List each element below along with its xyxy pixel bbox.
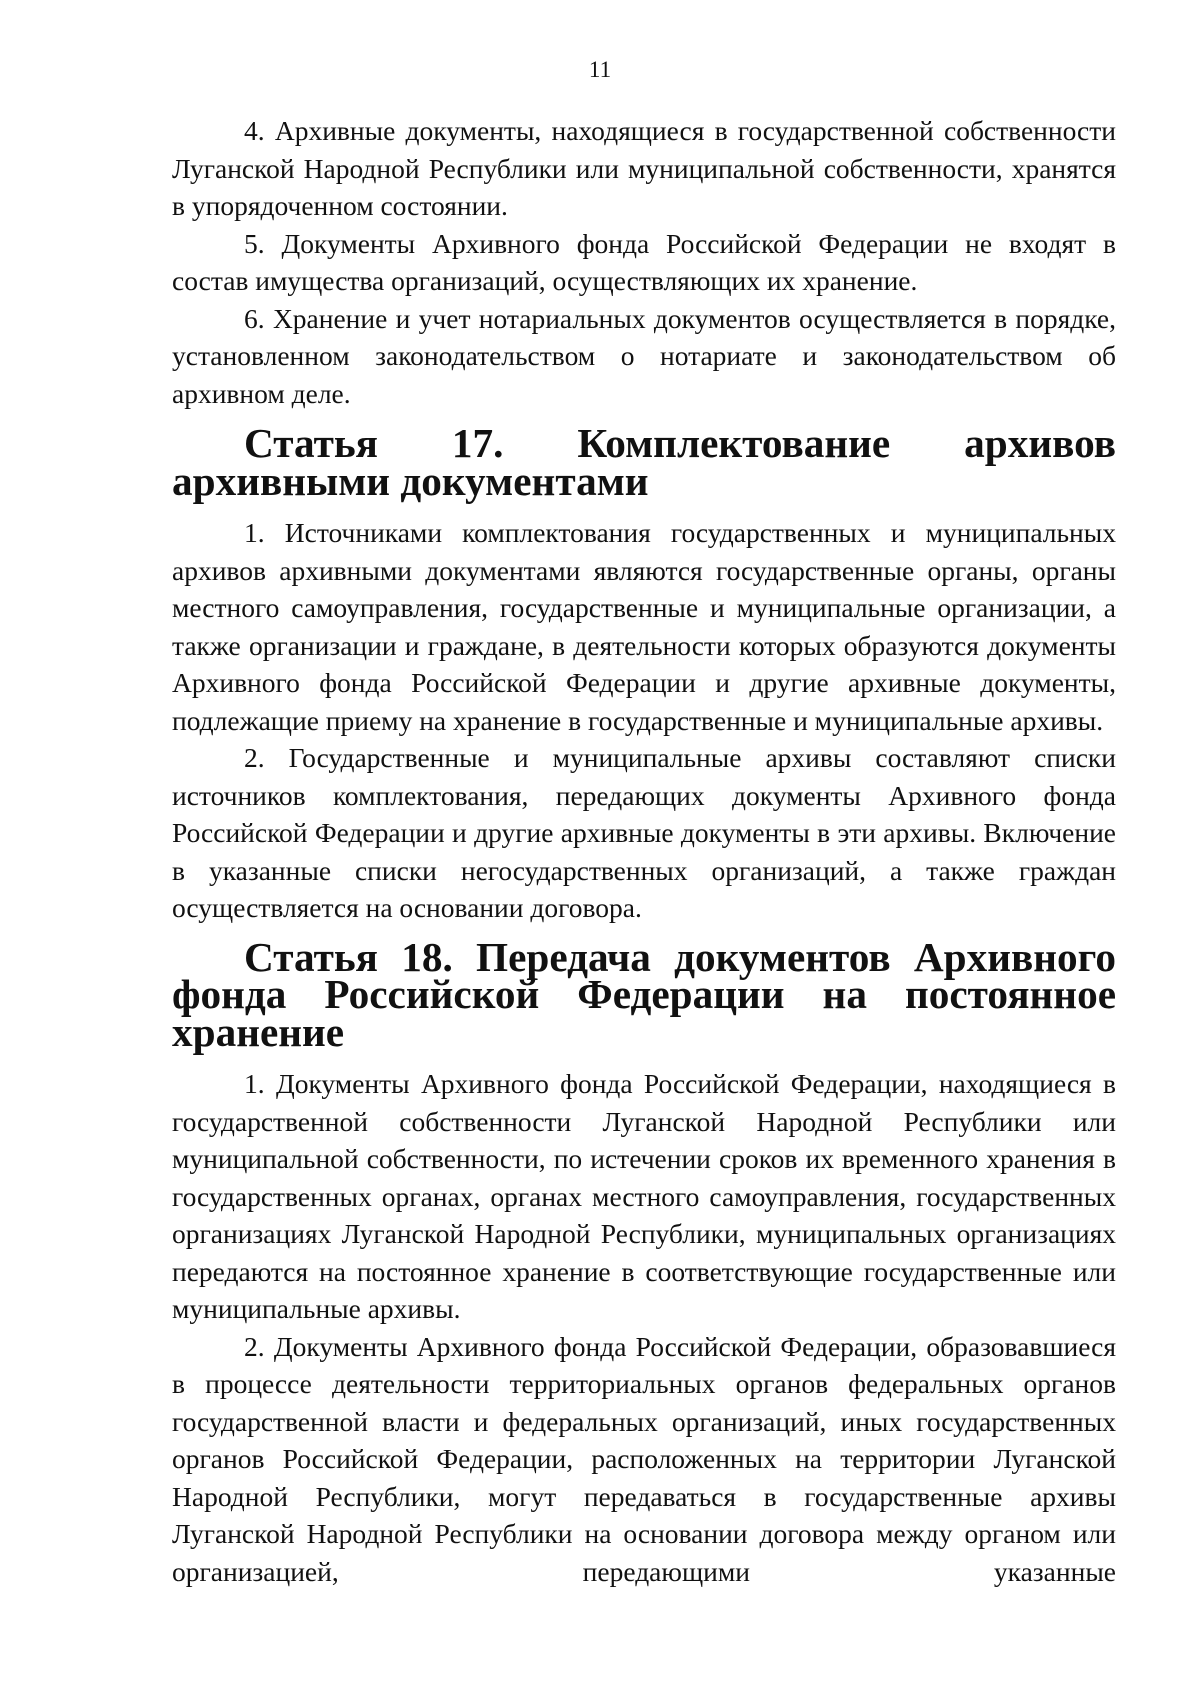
article17-paragraph-2: 2. Государственные и муниципальные архивы составляют списки источников комплектования, передающих документы Архивного фонда Российской Федерации и другие архивные документы в эти архивы. Включение в указанные списки негосударственных организаций, а также граждан осуществляется на основании договора. [172, 742, 1116, 923]
article16-paragraph-5: 5. Документы Архивного фонда Российской Федерации не входят в состав имущества организаций, осуществляющих их хранение. [172, 227, 1116, 296]
article18-paragraph-2: 2. Документы Архивного фонда Российской Федерации, образовавшиеся в процессе деятельности территориальных органов федеральных органов государственной власти и федеральных организаций, иных государственных органов Российской Федерации, расположенных на территории Луганской Народной Республики, могут передаваться в государственные архивы Луганской Народной Республики на основании договора между органом или организацией, передающими указанные [172, 1330, 1116, 1587]
article16-paragraph-4: 4. Архивные документы, находящиеся в государственной собственности Луганской Народной Республики или муниципальной собственности, хранятся в упорядоченном состоянии. [172, 115, 1116, 221]
article17-heading: Статья 17. Комплектование архивов архивными документами [172, 420, 1116, 504]
article18-paragraph-1: 1. Документы Архивного фонда Российской Федерации, находящиеся в государственной собственности Луганской Народной Республики или муниципальной собственности, по истечении сроков их временного хранения в государственных органах, органах местного самоуправления, государственных организациях Луганской Народной Республики, муниципальных организациях передаются на постоянное хранение в соответствующие государственные или муниципальные архивы. [172, 1068, 1116, 1324]
article16-paragraph-6: 6. Хранение и учет нотариальных документов осуществляется в порядке, установленном законодательством о нотариате и законодательством об архивном деле. [172, 302, 1116, 409]
document-body [172, 112, 1116, 1590]
article18-heading: Статья 18. Передача документов Архивного фонда Российской Федерации на постоянное хранение [172, 933, 1116, 1055]
article17-paragraph-1: 1. Источниками комплектования государственных и муниципальных архивов архивными документами являются государственные органы, органы местного самоуправления, государственные и муниципальные организации, а также организации и граждане, в деятельности которых образуются документы Архивного фонда Российской Федерации и другие архивные документы, подлежащие приему на хранение в государственные и муниципальные архивы. [172, 517, 1116, 736]
page-number: 11 [588, 57, 612, 82]
